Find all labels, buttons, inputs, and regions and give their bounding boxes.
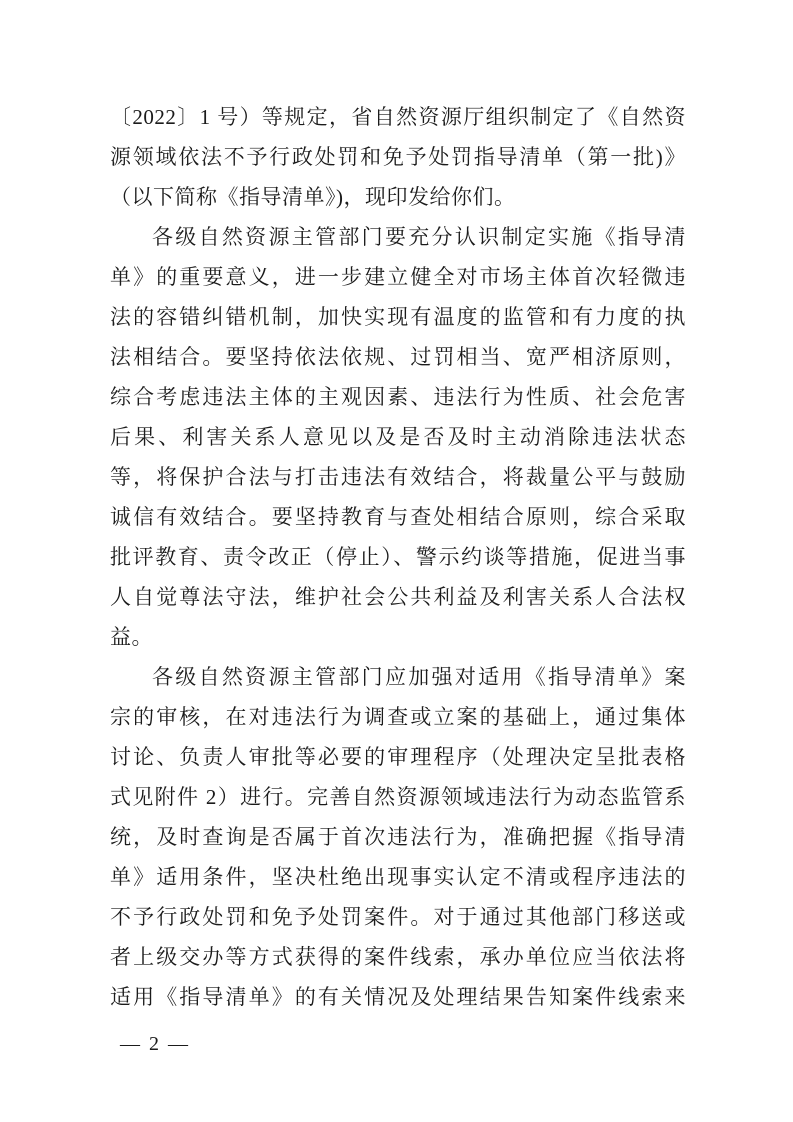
text-line: 统，及时查询是否属于首次违法行为，准确把握《指导清	[110, 825, 686, 849]
text-line: 式见附件 2）进行。完善自然资源领域违法行为动态监管系	[110, 785, 686, 809]
text-line: 后果、利害关系人意见以及是否及时主动消除违法状态	[110, 425, 686, 449]
page-number: — 2 —	[120, 1033, 190, 1055]
text-line: 单》的重要意义，进一步建立健全对市场主体首次轻微违	[110, 265, 686, 289]
text-line: 综合考虑违法主体的主观因素、违法行为性质、社会危害	[110, 385, 686, 409]
text-line: 益。	[110, 625, 153, 649]
text-line: 者上级交办等方式获得的案件线索，承办单位应当依法将	[110, 945, 686, 969]
text-line: 讨论、负责人审批等必要的审理程序（处理决定呈批表格	[110, 745, 686, 769]
text-line: 〔2022〕1 号）等规定，省自然资源厅组织制定了《自然资	[110, 105, 686, 129]
text-line: 源领域依法不予行政处罚和免予处罚指导清单（第一批)》	[110, 145, 686, 169]
text-line: 各级自然资源主管部门应加强对适用《指导清单》案	[152, 665, 686, 689]
text-line: 单》适用条件，坚决杜绝出现事实认定不清或程序违法的	[110, 865, 686, 889]
text-line: 法相结合。要坚持依法依规、过罚相当、宽严相济原则，	[110, 345, 686, 369]
text-line: （以下简称《指导清单》)，现印发给你们。	[110, 185, 516, 209]
document-body	[110, 97, 686, 1017]
text-line: 适用《指导清单》的有关情况及处理结果告知案件线索来	[110, 985, 686, 1009]
text-line: 等，将保护合法与打击违法有效结合，将裁量公平与鼓励	[110, 465, 686, 489]
text-line: 宗的审核，在对违法行为调查或立案的基础上，通过集体	[110, 705, 686, 729]
text-line: 人自觉尊法守法，维护社会公共利益及利害关系人合法权	[110, 585, 686, 609]
text-line: 法的容错纠错机制，加快实现有温度的监管和有力度的执	[110, 305, 686, 329]
text-line: 各级自然资源主管部门要充分认识制定实施《指导清	[152, 225, 686, 249]
text-line: 批评教育、责令改正（停止）、警示约谈等措施，促进当事	[110, 545, 686, 569]
text-line: 不予行政处罚和免予处罚案件。对于通过其他部门移送或	[110, 905, 686, 929]
text-line: 诚信有效结合。要坚持教育与查处相结合原则，综合采取	[110, 505, 686, 529]
